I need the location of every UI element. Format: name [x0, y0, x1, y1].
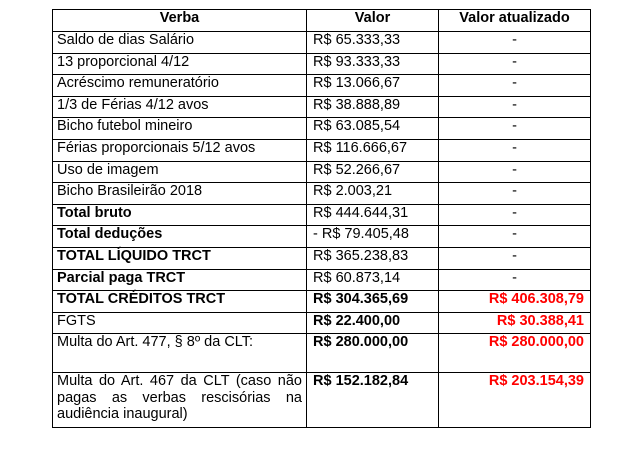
verba-cell: Multa do Art. 477, § 8º da CLT:	[53, 334, 307, 373]
verba-cell: TOTAL LÍQUIDO TRCT	[53, 247, 307, 269]
valor-cell: R$ 60.873,14	[307, 269, 439, 291]
valor-cell: R$ 280.000,00	[307, 334, 439, 373]
verba-cell: 1/3 de Férias 4/12 avos	[53, 96, 307, 118]
verba-cell: FGTS	[53, 312, 307, 334]
valor-atualizado-cell: R$ 280.000,00	[439, 334, 591, 373]
verba-cell: Multa do Art. 467 da CLT (caso não pagas as verbas rescisórias na audiência inaugural)	[53, 373, 307, 428]
valor-cell: R$ 93.333,33	[307, 53, 439, 75]
verbas-table	[52, 9, 591, 428]
verba-cell: Bicho futebol mineiro	[53, 118, 307, 140]
verba-cell: Saldo de dias Salário	[53, 32, 307, 54]
valor-cell: R$ 116.666,67	[307, 139, 439, 161]
valor-cell: - R$ 79.405,48	[307, 226, 439, 248]
header-row	[53, 10, 591, 32]
header-verba: Verba	[53, 10, 307, 32]
valor-atualizado-cell: -	[439, 96, 591, 118]
valor-atualizado-cell: -	[439, 139, 591, 161]
valor-cell: R$ 444.644,31	[307, 204, 439, 226]
table-row	[53, 291, 591, 313]
table-row	[53, 118, 591, 140]
valor-atualizado-cell: -	[439, 53, 591, 75]
table-row	[53, 334, 591, 373]
header-valor: Valor	[307, 10, 439, 32]
verba-cell: Total deduções	[53, 226, 307, 248]
table-row	[53, 226, 591, 248]
valor-atualizado-cell: -	[439, 161, 591, 183]
table-row	[53, 32, 591, 54]
table-row	[53, 373, 591, 428]
table-row	[53, 312, 591, 334]
valor-cell: R$ 65.333,33	[307, 32, 439, 54]
valor-cell: R$ 52.266,67	[307, 161, 439, 183]
valor-atualizado-cell: R$ 203.154,39	[439, 373, 591, 428]
valor-atualizado-cell: -	[439, 75, 591, 97]
verba-cell: Férias proporcionais 5/12 avos	[53, 139, 307, 161]
valor-atualizado-cell: -	[439, 247, 591, 269]
valor-cell: R$ 304.365,69	[307, 291, 439, 313]
valor-atualizado-cell: -	[439, 118, 591, 140]
valor-cell: R$ 152.182,84	[307, 373, 439, 428]
verba-cell: Parcial paga TRCT	[53, 269, 307, 291]
valor-cell: R$ 38.888,89	[307, 96, 439, 118]
table-row	[53, 183, 591, 205]
valor-cell: R$ 365.238,83	[307, 247, 439, 269]
table-row	[53, 161, 591, 183]
valor-cell: R$ 13.066,67	[307, 75, 439, 97]
table-row	[53, 53, 591, 75]
verba-cell: TOTAL CRÉDITOS TRCT	[53, 291, 307, 313]
valor-atualizado-cell: R$ 30.388,41	[439, 312, 591, 334]
valor-atualizado-cell: R$ 406.308,79	[439, 291, 591, 313]
table-row	[53, 247, 591, 269]
table-row	[53, 139, 591, 161]
valor-atualizado-cell: -	[439, 269, 591, 291]
valor-atualizado-cell: -	[439, 226, 591, 248]
valor-cell: R$ 2.003,21	[307, 183, 439, 205]
valor-atualizado-cell: -	[439, 32, 591, 54]
valor-atualizado-cell: -	[439, 183, 591, 205]
verba-cell: Acréscimo remuneratório	[53, 75, 307, 97]
verba-cell: Bicho Brasileirão 2018	[53, 183, 307, 205]
valor-cell: R$ 63.085,54	[307, 118, 439, 140]
verba-cell: 13 proporcional 4/12	[53, 53, 307, 75]
valor-cell: R$ 22.400,00	[307, 312, 439, 334]
table-row	[53, 204, 591, 226]
header-valor-atualizado: Valor atualizado	[439, 10, 591, 32]
valor-atualizado-cell: -	[439, 204, 591, 226]
verba-cell: Total bruto	[53, 204, 307, 226]
table-row	[53, 96, 591, 118]
verba-cell: Uso de imagem	[53, 161, 307, 183]
table-row	[53, 269, 591, 291]
table-row	[53, 75, 591, 97]
